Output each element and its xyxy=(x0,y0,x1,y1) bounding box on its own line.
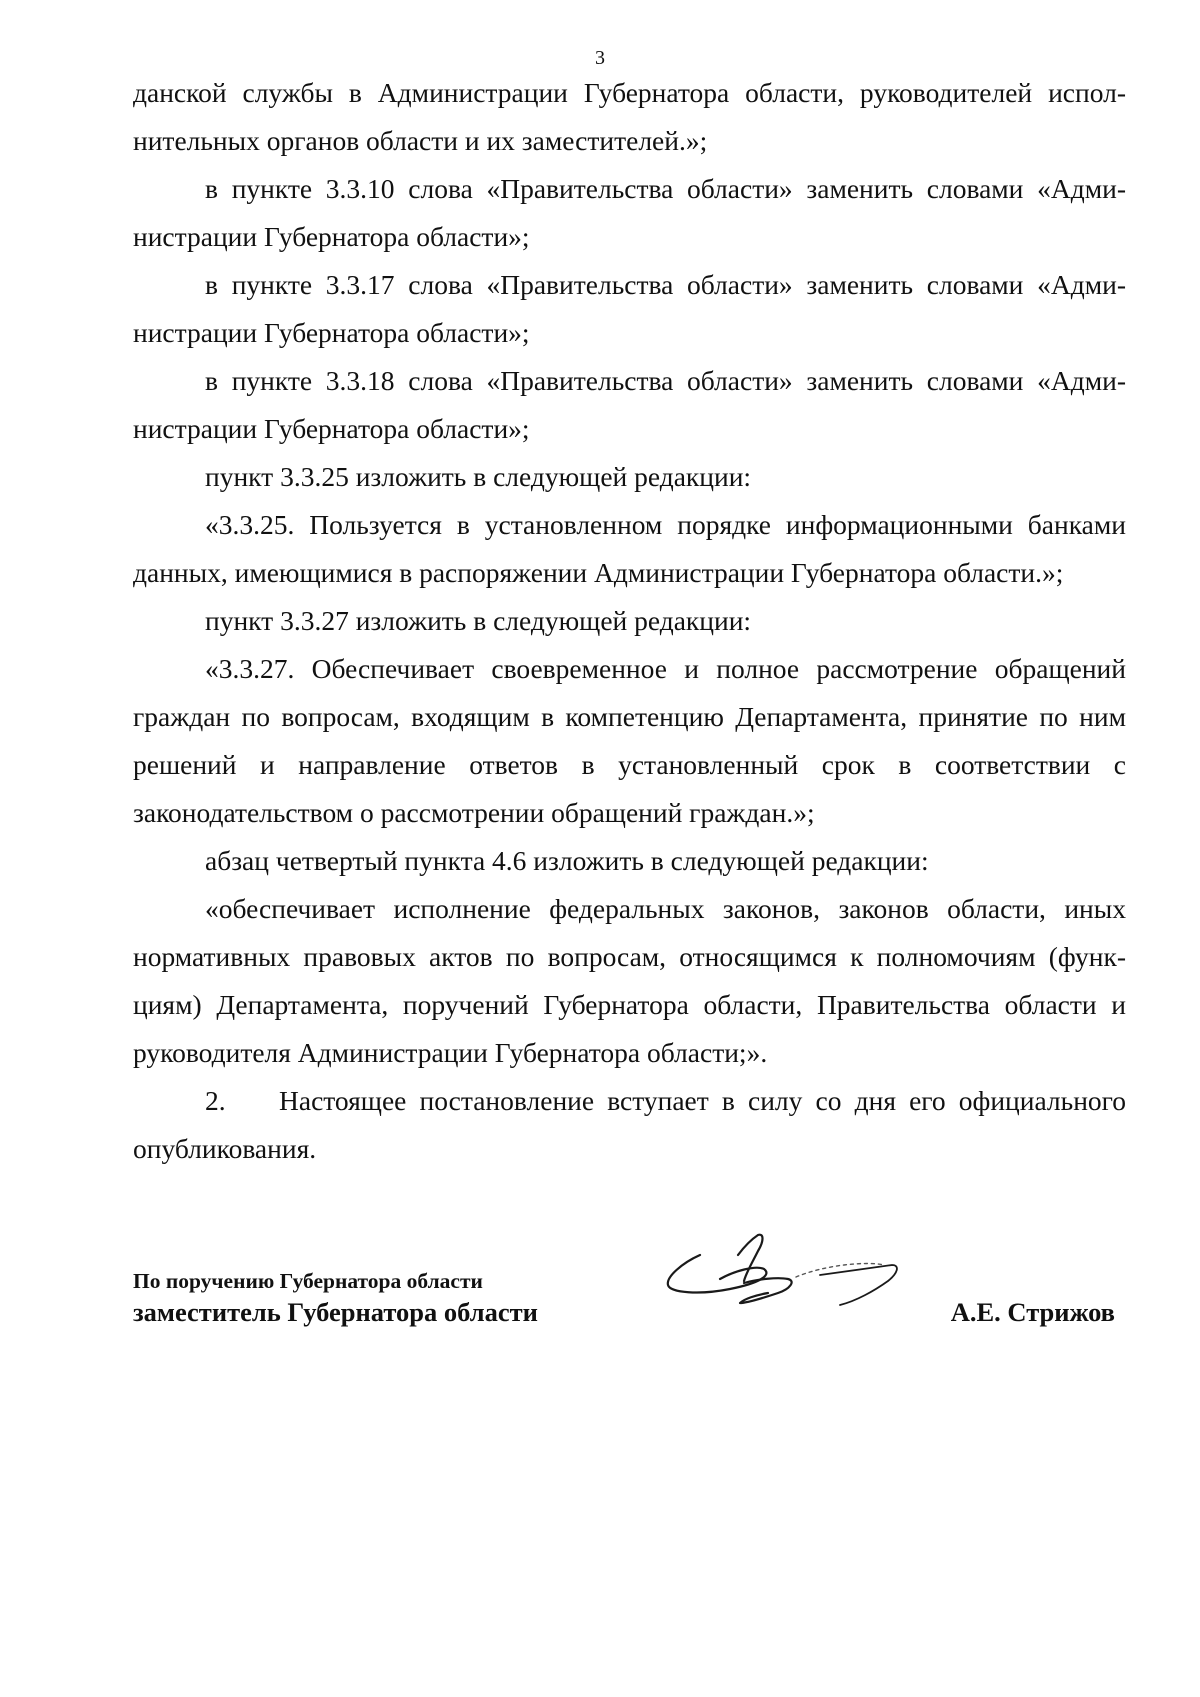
item-2-text: Настоящее постановление вступает в силу со дня его официального опубликования. xyxy=(133,1085,1126,1164)
paragraph-text-4-6: «обеспечивает исполнение федеральных законов, законов области, иных нормативных правовых актов по вопросам, относящимся к полномочиям (функциям) Департамента, поручений Губернатора области, Правительства области и руководителя Администрации Губернатора области;». xyxy=(133,893,1126,1068)
paragraph-text-3-3-27: «3.3.27. Обеспечивает своевременное и полное рассмотрение обращений граждан по вопросам, входящим в компетенцию Департамента, принятие по ним решений и направление ответов в установленный срок в соответствии с законодательством о рассмотрении обращений граждан.»; xyxy=(133,653,1126,828)
signature-block xyxy=(133,1268,1126,1338)
signatory-position: заместитель Губернатора области xyxy=(133,1297,538,1327)
paragraph-intro-3-3-25: пункт 3.3.25 изложить в следующей редакции: xyxy=(205,461,752,492)
page-number: 3 xyxy=(595,47,605,69)
paragraph-text-3-3-25: «3.3.25. Пользуется в установленном порядке информационными банками данных, имеющимися в распоряжении Администрации Губернатора области.»; xyxy=(133,509,1126,588)
paragraph-amendment-3-3-10: в пункте 3.3.10 слова «Правительства области» заменить словами «Администрации Губернатора области»; xyxy=(133,173,1126,252)
paragraph-intro-3-3-27: пункт 3.3.27 изложить в следующей редакции: xyxy=(205,605,752,636)
paragraph-item-2 xyxy=(133,1077,1126,1173)
signature-authority-line: По поручению Губернатора области xyxy=(133,1269,483,1293)
paragraph-amendment-3-3-18: в пункте 3.3.18 слова «Правительства области» заменить словами «Администрации Губернатора области»; xyxy=(133,365,1126,444)
paragraph-continuation: данской службы в Администрации Губернатора области, руководителей исполнительных органов области и их заместителей.»; xyxy=(133,77,1126,156)
item-2-number: 2. xyxy=(205,1085,226,1116)
signatory-name: А.Е. Стрижов xyxy=(950,1297,1115,1327)
document-body xyxy=(133,69,1126,1173)
paragraph-intro-4-6: абзац четвертый пункта 4.6 изложить в следующей редакции: xyxy=(205,845,929,876)
paragraph-amendment-3-3-17: в пункте 3.3.17 слова «Правительства области» заменить словами «Администрации Губернатора области»; xyxy=(133,269,1126,348)
